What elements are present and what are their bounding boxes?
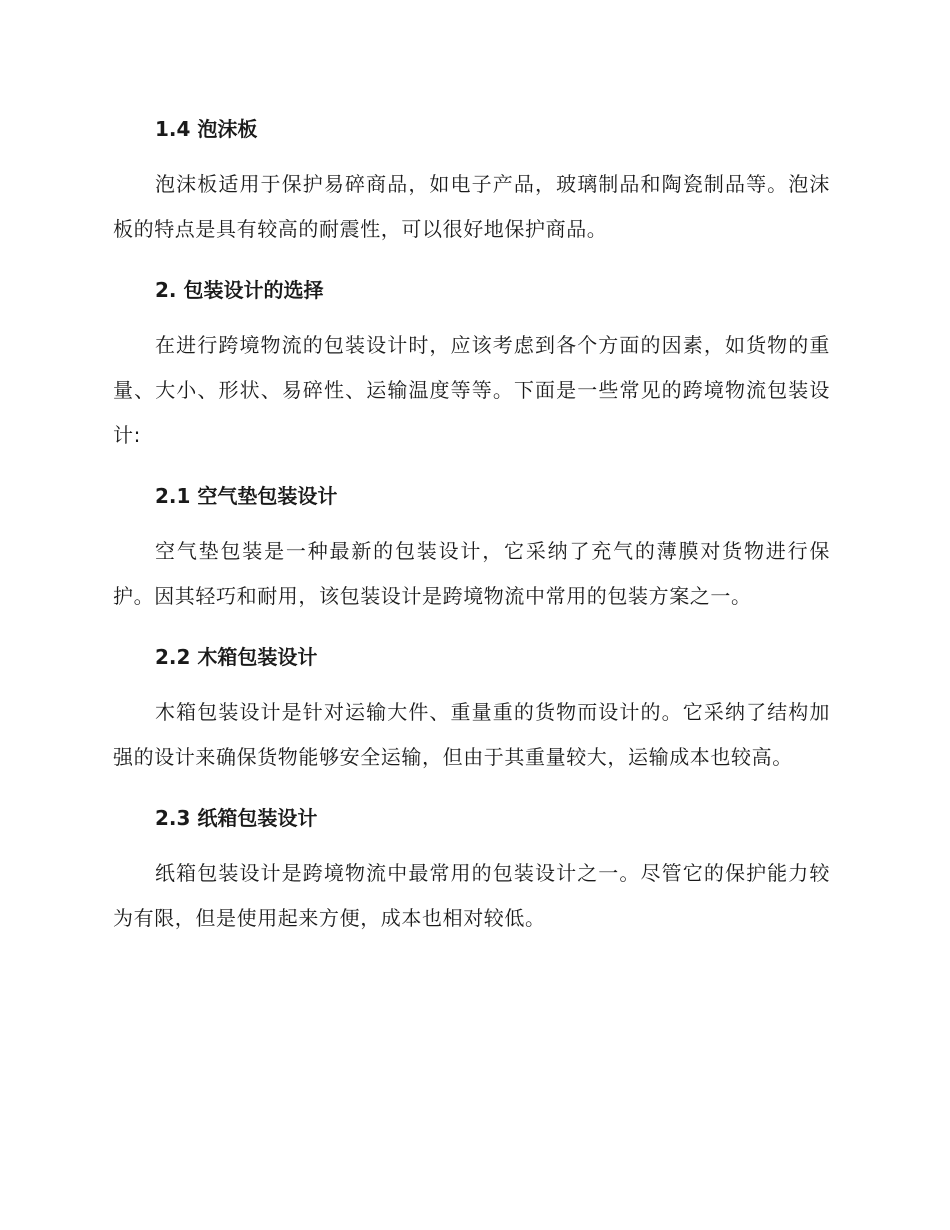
- section-paragraph-carton: 纸箱包装设计是跨境物流中最常用的包装设计之一。尽管它的保护能力较为有限，但是使用起来方便，成本也相对较低。: [113, 861, 830, 930]
- section-paragraph-wooden-box: 木箱包装设计是针对运输大件、重量重的货物而设计的。它采纳了结构加强的设计来确保货物能够安全运输，但由于其重量较大，运输成本也较高。: [113, 700, 830, 769]
- section-paragraph-packaging-choice: 在进行跨境物流的包装设计时，应该考虑到各个方面的因素，如货物的重量、大小、形状、易碎性、运输温度等等。下面是一些常见的跨境物流包装设计:: [113, 333, 830, 447]
- section-paragraph-air-cushion: 空气垫包装是一种最新的包装设计，它采纳了充气的薄膜对货物进行保护。因其轻巧和耐用，该包装设计是跨境物流中常用的包装方案之一。: [113, 539, 830, 608]
- section-heading-air-cushion: 2.1 空气垫包装设计: [155, 484, 338, 508]
- section-paragraph-foam-board: 泡沫板适用于保护易碎商品，如电子产品，玻璃制品和陶瓷制品等。泡沫板的特点是具有较高的耐震性，可以很好地保护商品。: [113, 172, 830, 241]
- section-heading-foam-board: 1.4 泡沫板: [155, 117, 258, 141]
- section-heading-carton: 2.3 纸箱包装设计: [155, 806, 318, 830]
- section-heading-wooden-box: 2.2 木箱包装设计: [155, 645, 318, 669]
- section-heading-packaging-choice: 2. 包装设计的选择: [155, 278, 324, 302]
